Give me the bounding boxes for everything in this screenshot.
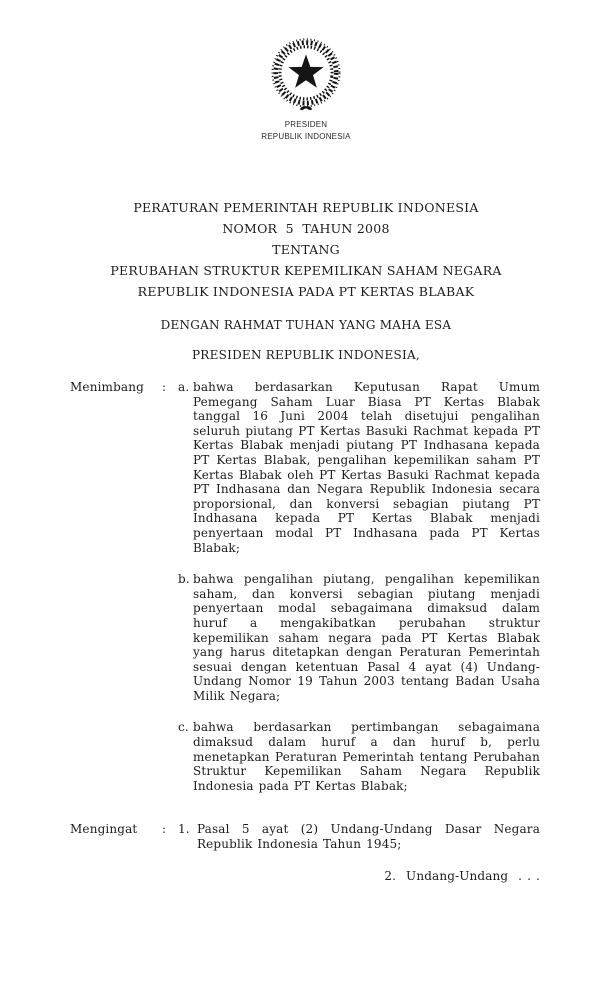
catchword: 2. Undang-Undang . . . [384, 868, 540, 883]
authority-line: PRESIDEN REPUBLIK INDONESIA, [191, 348, 420, 362]
item-text: bahwa pengalihan piutang, pengalihan kepemilikan saham, dan konversi sebagian piutang menjadi penyertaan modal sebagaimana dimaksud dalam huruf a mengakibatkan perubahan struktur kepemilikan saham negara pada PT Kertas Blabak yang harus ditetapkan dengan Peraturan Pemerintah sesuai dengan ketentuan Pasal 4 ayat (4) Undang-Undang Nomor 19 Tahun 2003 tentang Badan Usaha Milik Negara; [193, 572, 540, 703]
item-marker: a. [178, 380, 190, 394]
emblem-caption-republik: REPUBLIK INDONESIA [261, 131, 351, 141]
star-icon [288, 54, 323, 87]
considering-item-c [178, 720, 540, 793]
item-text: bahwa berdasarkan Keputusan Rapat Umum Pemegang Saham Luar Biasa PT Kertas Blabak tanggal 16 Juni 2004 telah disetujui pengalihan seluruh piutang PT Kertas Basuki Rachmat kepada PT Kertas Blabak menjadi piutang PT Indhasana kepada PT Kertas Blabak, pengalihan kepemilikan saham PT Kertas Blabak oleh PT Kertas Basuki Rachmat kepada PT Indhasana dan Negara Republik Indonesia secara proporsional, dan konversi sebagian piutang PT Indhasana kepada PT Kertas Blabak menjadi penyertaan modal PT Indhasana pada PT Kertas Blabak; [193, 380, 540, 555]
item-text: bahwa berdasarkan pertimbangan sebagaimana dimaksud dalam huruf a dan huruf b, perlu menetapkan Peraturan Pemerintah tentang Perubahan Struktur Kepemilikan Saham Negara Republik Indonesia pada PT Kertas Blabak; [193, 720, 540, 793]
item-marker: c. [178, 720, 189, 735]
considering-colon: : [162, 380, 167, 394]
emblem-caption-presiden: PRESIDEN [284, 120, 328, 129]
item-marker: b. [178, 572, 190, 587]
recalling-label: Mengingat [70, 822, 138, 837]
title-block [0, 197, 612, 302]
regulation-number: NOMOR 5 TAHUN 2008 [222, 221, 390, 236]
tentang-label: TENTANG [272, 242, 340, 257]
item-text: Pasal 5 ayat (2) Undang-Undang Dasar Negara Republik Indonesia Tahun 1945; [197, 822, 540, 852]
considering-item-a [178, 380, 540, 555]
recalling-section [70, 822, 540, 851]
item-marker: 1. [178, 822, 190, 837]
ribbon-bow-icon [299, 105, 312, 111]
recalling-colon: : [162, 822, 167, 837]
considering-item-b [178, 572, 540, 703]
star-wreath-emblem-icon [264, 34, 348, 115]
presidential-emblem [0, 34, 612, 142]
invocation-line: DENGAN RAHMAT TUHAN YANG MAHA ESA [160, 318, 452, 332]
clauses-area [70, 380, 540, 883]
considering-section [70, 380, 540, 810]
considering-items [178, 380, 540, 810]
recalling-item-1 [178, 822, 540, 851]
considering-label: Menimbang [70, 380, 144, 394]
subject-line-1: PERUBAHAN STRUKTUR KEPEMILIKAN SAHAM NEGARA [110, 263, 502, 278]
subject-line-2: REPUBLIK INDONESIA PADA PT KERTAS BLABAK [137, 284, 475, 299]
regulation-title: PERATURAN PEMERINTAH REPUBLIK INDONESIA [133, 200, 479, 215]
recalling-items [178, 822, 540, 851]
